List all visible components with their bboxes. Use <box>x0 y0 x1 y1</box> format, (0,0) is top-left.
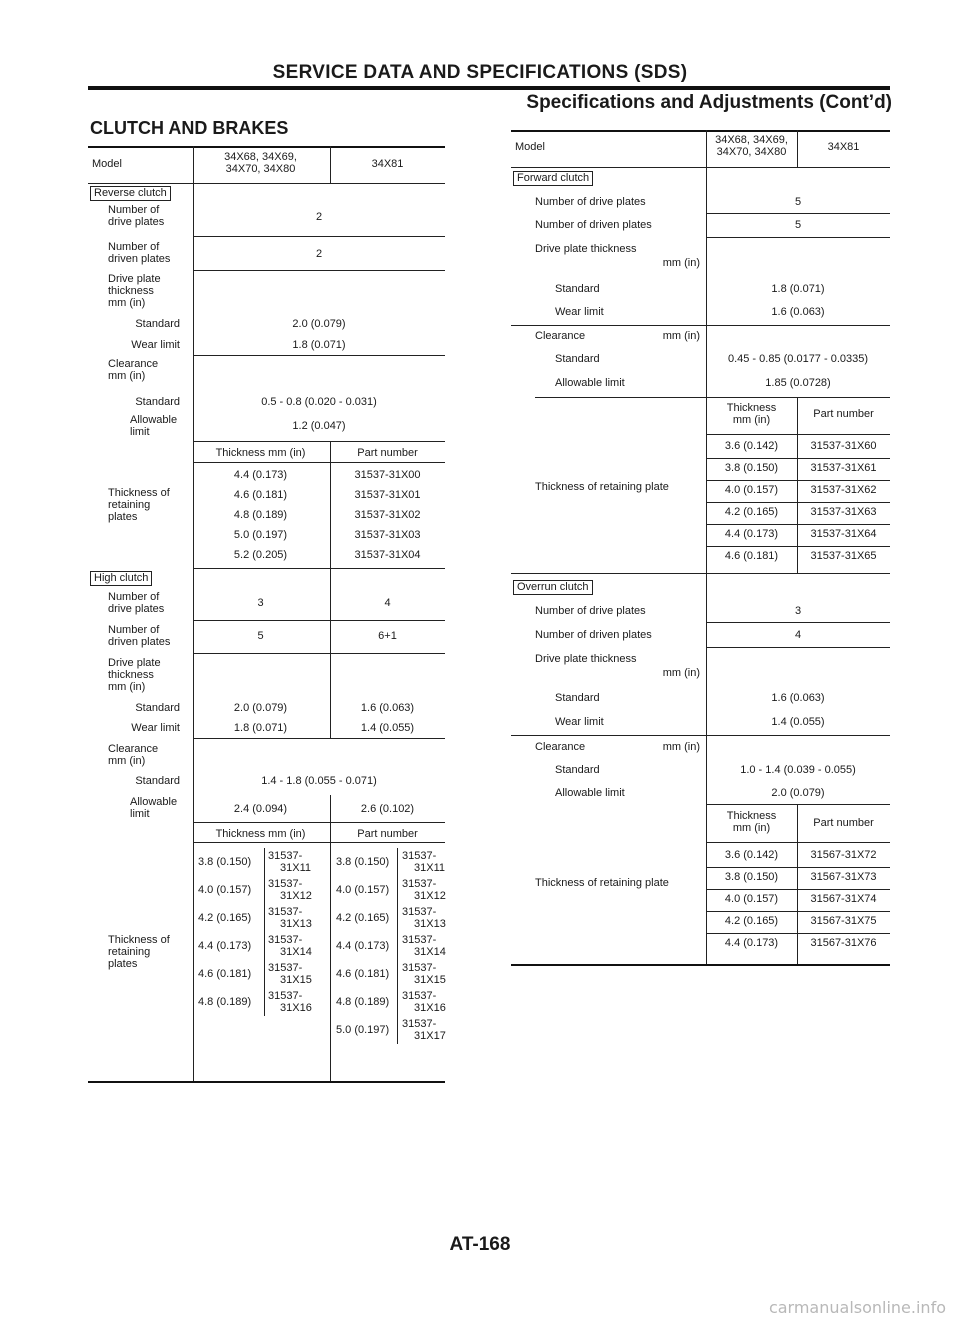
cell: 3.8 (0.150) <box>724 871 779 883</box>
model-label: Model <box>515 141 545 153</box>
col-head: Thickness mm (in) <box>215 828 306 840</box>
table-rule <box>511 573 890 574</box>
watermark: carmanualsonline.info <box>768 1298 946 1317</box>
value: 4 <box>794 629 802 641</box>
table-rule <box>706 911 890 912</box>
cell: 31537-31X04 <box>354 549 421 561</box>
cell: 31537- <box>402 850 437 862</box>
col-head: Part number <box>357 828 418 840</box>
table-rule <box>535 397 890 398</box>
cell: 4.6 (0.181) <box>198 968 252 980</box>
cell: 31567-31X76 <box>810 937 877 949</box>
cell: 4.4 (0.173) <box>724 528 779 540</box>
cell: 31X14 <box>280 946 312 958</box>
model-a: 34X68, 34X69, <box>224 151 297 163</box>
value: 1.4 - 1.8 (0.055 - 0.071) <box>261 775 377 787</box>
row-label: Standard <box>555 692 600 704</box>
table-rule <box>706 480 890 481</box>
table-rule <box>706 546 890 547</box>
table-rule <box>511 964 890 966</box>
row-label: Drive plate thickness <box>535 653 637 665</box>
cell: 31537- <box>268 934 303 946</box>
cell: 3.8 (0.150) <box>724 462 779 474</box>
page-number: AT-168 <box>449 1234 511 1255</box>
col-head: Thickness mm (in) <box>215 447 306 459</box>
row-label: mm (in) <box>662 257 700 269</box>
row-label: Number of <box>108 204 160 216</box>
row-label: Number of driven plates <box>535 629 652 641</box>
cell: 4.2 (0.165) <box>724 915 779 927</box>
cell: 31537- <box>268 962 303 974</box>
row-label: Clearance <box>535 330 586 342</box>
cell: 31567-31X75 <box>810 915 877 927</box>
table-rule <box>706 237 890 238</box>
table-rule <box>511 325 890 326</box>
model-a: 34X68, 34X69, <box>715 134 788 146</box>
cell: 4.2 (0.165) <box>724 506 779 518</box>
col-head: Part number <box>357 447 418 459</box>
row-label: Thickness of <box>108 487 170 499</box>
row-label: Wear limit <box>131 339 180 351</box>
table-rule <box>706 647 890 648</box>
row-label: Thickness of retaining plate <box>535 877 669 889</box>
cell: 4.4 (0.173) <box>198 940 252 952</box>
cell: 3.8 (0.150) <box>198 856 252 868</box>
cell: 31X13 <box>280 918 312 930</box>
cell: 4.2 (0.165) <box>336 912 390 924</box>
col-head: Part number <box>813 817 874 829</box>
row-label: plates <box>108 958 138 970</box>
cell: 31567-31X74 <box>810 893 877 905</box>
cell: 4.6 (0.181) <box>336 968 390 980</box>
value: 1.6 (0.063) <box>771 692 825 704</box>
cell: 31537-31X00 <box>354 469 421 481</box>
table-divider <box>797 130 798 167</box>
value: 2.0 (0.079) <box>771 787 825 799</box>
table-rule <box>511 130 890 132</box>
row-label: thickness <box>108 285 154 297</box>
row-label: Standard <box>135 396 180 408</box>
value: 5 <box>794 196 802 208</box>
value: 3 <box>794 605 802 617</box>
cell: 31537-31X61 <box>810 462 877 474</box>
cell: 5.0 (0.197) <box>233 529 288 541</box>
cell: 31537-31X65 <box>810 550 877 562</box>
row-label: plates <box>108 511 138 523</box>
cell: 4.6 (0.181) <box>233 489 288 501</box>
cell: 31537-31X63 <box>810 506 877 518</box>
cell: 4.0 (0.157) <box>724 893 779 905</box>
cell: 31537-31X62 <box>810 484 877 496</box>
value: 0.45 - 0.85 (0.0177 - 0.0335) <box>727 353 869 365</box>
value: 0.5 - 0.8 (0.020 - 0.031) <box>261 396 377 408</box>
reverse-clutch-heading: Reverse clutch <box>90 186 171 201</box>
row-label: Allowable <box>130 796 178 808</box>
table-rule <box>706 867 890 868</box>
cell: 4.8 (0.189) <box>336 996 390 1008</box>
cell: 4.0 (0.157) <box>198 884 252 896</box>
table-rule <box>706 889 890 890</box>
cell: 31537- <box>402 906 437 918</box>
row-label: mm (in) <box>108 755 146 767</box>
value: 2 <box>315 248 323 260</box>
cell: 31X13 <box>414 918 446 930</box>
page-header-title: SERVICE DATA AND SPECIFICATIONS (SDS) <box>272 62 688 83</box>
cell: 3.6 (0.142) <box>724 849 779 861</box>
value: 1.8 (0.071) <box>292 339 346 351</box>
value: 1.0 - 1.4 (0.039 - 0.055) <box>740 764 856 776</box>
cell: 31X16 <box>280 1002 312 1014</box>
cell: 31537- <box>402 934 437 946</box>
value: 1.6 (0.063) <box>360 702 415 714</box>
value: 1.8 (0.071) <box>771 283 825 295</box>
table-rule <box>511 735 890 736</box>
row-label: Number of drive plates <box>535 196 646 208</box>
table-rule <box>706 524 890 525</box>
row-label: Standard <box>555 353 600 365</box>
row-label: thickness <box>108 669 154 681</box>
table-rule <box>706 458 890 459</box>
row-label: mm (in) <box>662 667 700 679</box>
cell: 31567-31X72 <box>810 849 877 861</box>
cell: 31537-31X60 <box>810 440 877 452</box>
row-label: Wear limit <box>555 306 604 318</box>
cell: 31X12 <box>280 890 312 902</box>
row-label: Clearance <box>108 743 159 755</box>
row-label: Number of <box>108 591 160 603</box>
value: 1.4 (0.055) <box>771 716 825 728</box>
row-label: mm (in) <box>108 681 146 693</box>
model-b: 34X81 <box>827 141 860 153</box>
cell: 31X12 <box>414 890 446 902</box>
row-label: mm (in) <box>108 370 146 382</box>
row-label: Standard <box>135 775 180 787</box>
row-label: retaining <box>108 946 151 958</box>
table-rule <box>706 804 890 805</box>
row-label: Standard <box>135 318 180 330</box>
value: 2.6 (0.102) <box>360 803 415 815</box>
cell: 31537- <box>268 906 303 918</box>
cell: 31537- <box>268 850 303 862</box>
row-label: drive plates <box>108 216 165 228</box>
cell: 31537-31X03 <box>354 529 421 541</box>
value: 2.0 (0.079) <box>233 702 288 714</box>
row-label: Allowable <box>130 414 178 426</box>
model-a: 34X70, 34X80 <box>716 146 787 158</box>
cell: 31537-31X02 <box>354 509 421 521</box>
cell: 31X11 <box>280 862 311 874</box>
cell: 31X15 <box>414 974 446 986</box>
row-label: Number of drive plates <box>535 605 646 617</box>
table-rule <box>706 434 890 435</box>
cell: 4.4 (0.173) <box>233 469 288 481</box>
cell: 31X11 <box>414 862 445 874</box>
row-label: mm (in) <box>662 330 700 342</box>
section-title: CLUTCH AND BRAKES <box>90 118 289 138</box>
row-label: Number of <box>108 241 160 253</box>
cell: 4.2 (0.165) <box>198 912 252 924</box>
cell: 5.0 (0.197) <box>336 1024 390 1036</box>
row-label: limit <box>130 426 150 438</box>
value: 1.6 (0.063) <box>771 306 825 318</box>
value: 5 <box>257 630 264 642</box>
cell: 31X15 <box>280 974 312 986</box>
col-head: Part number <box>813 408 874 420</box>
value: 1.4 (0.055) <box>360 722 415 734</box>
model-a: 34X70, 34X80 <box>225 163 296 175</box>
row-label: driven plates <box>108 253 171 265</box>
cell: 5.2 (0.205) <box>233 549 288 561</box>
cell: 4.4 (0.173) <box>336 940 390 952</box>
value: 1.85 (0.0728) <box>765 377 831 389</box>
cell: 31567-31X73 <box>810 871 877 883</box>
cell: 4.8 (0.189) <box>233 509 288 521</box>
row-label: Allowable limit <box>555 787 625 799</box>
cell: 3.6 (0.142) <box>724 440 779 452</box>
table-divider <box>706 130 707 167</box>
table-rule <box>511 167 890 168</box>
table-rule <box>706 213 890 214</box>
cell: 4.0 (0.157) <box>724 484 779 496</box>
cell: 31537- <box>402 962 437 974</box>
row-label: Drive plate <box>108 657 161 669</box>
cell: 4.4 (0.173) <box>724 937 779 949</box>
high-clutch-heading: High clutch <box>90 571 152 586</box>
value: 1.2 (0.047) <box>292 420 346 432</box>
row-label: mm (in) <box>108 297 146 309</box>
row-label: Thickness of <box>108 934 170 946</box>
cell: 31X16 <box>414 1002 446 1014</box>
col-head: mm (in) <box>732 414 771 426</box>
value: 5 <box>794 219 802 231</box>
forward-clutch-heading: Forward clutch <box>513 171 593 186</box>
table-rule <box>706 842 890 843</box>
row-label: Number of <box>108 624 160 636</box>
cell: 31537-31X01 <box>354 489 421 501</box>
row-label: Allowable limit <box>555 377 625 389</box>
row-label: Wear limit <box>555 716 604 728</box>
value: 1.8 (0.071) <box>233 722 288 734</box>
value: 2 <box>315 211 323 223</box>
row-label: Drive plate thickness <box>535 243 637 255</box>
table-rule <box>706 502 890 503</box>
cell: 4.6 (0.181) <box>724 550 779 562</box>
row-label: drive plates <box>108 603 165 615</box>
row-label: Number of driven plates <box>535 219 652 231</box>
row-label: Clearance <box>108 358 159 370</box>
row-label: retaining <box>108 499 151 511</box>
row-label: driven plates <box>108 636 171 648</box>
row-label: Thickness of retaining plate <box>535 481 669 493</box>
table-rule <box>706 933 890 934</box>
value: 6+1 <box>378 630 397 642</box>
cell: 31X17 <box>414 1030 446 1042</box>
row-label: Standard <box>555 283 600 295</box>
cell: 31537- <box>268 878 303 890</box>
col-head: Thickness <box>726 810 777 822</box>
page-header-subtitle: Specifications and Adjustments (Cont’d) <box>526 92 892 113</box>
value: 4 <box>384 597 391 609</box>
row-label: Wear limit <box>131 722 180 734</box>
col-head: mm (in) <box>732 822 771 834</box>
row-label: limit <box>130 808 150 820</box>
row-label: Drive plate <box>108 273 161 285</box>
cell: 31537- <box>402 1018 437 1030</box>
value: 2.0 (0.079) <box>292 318 346 330</box>
value: 3 <box>257 597 264 609</box>
value: 2.4 (0.094) <box>233 803 288 815</box>
row-label: Standard <box>135 702 180 714</box>
cell: 31537- <box>402 878 437 890</box>
cell: 31537- <box>268 990 303 1002</box>
cell: 31X14 <box>414 946 446 958</box>
cell: 31537- <box>402 990 437 1002</box>
overrun-clutch-heading: Overrun clutch <box>513 580 593 595</box>
cell: 4.0 (0.157) <box>336 884 390 896</box>
model-b: 34X81 <box>371 158 404 170</box>
model-label: Model <box>92 158 122 170</box>
cell: 4.8 (0.189) <box>198 996 252 1008</box>
table-rule <box>706 622 890 623</box>
row-label: mm (in) <box>662 741 700 753</box>
cell: 31537-31X64 <box>810 528 877 540</box>
cell: 3.8 (0.150) <box>336 856 390 868</box>
col-head: Thickness <box>726 402 777 414</box>
row-label: Clearance <box>535 741 586 753</box>
row-label: Standard <box>555 764 600 776</box>
